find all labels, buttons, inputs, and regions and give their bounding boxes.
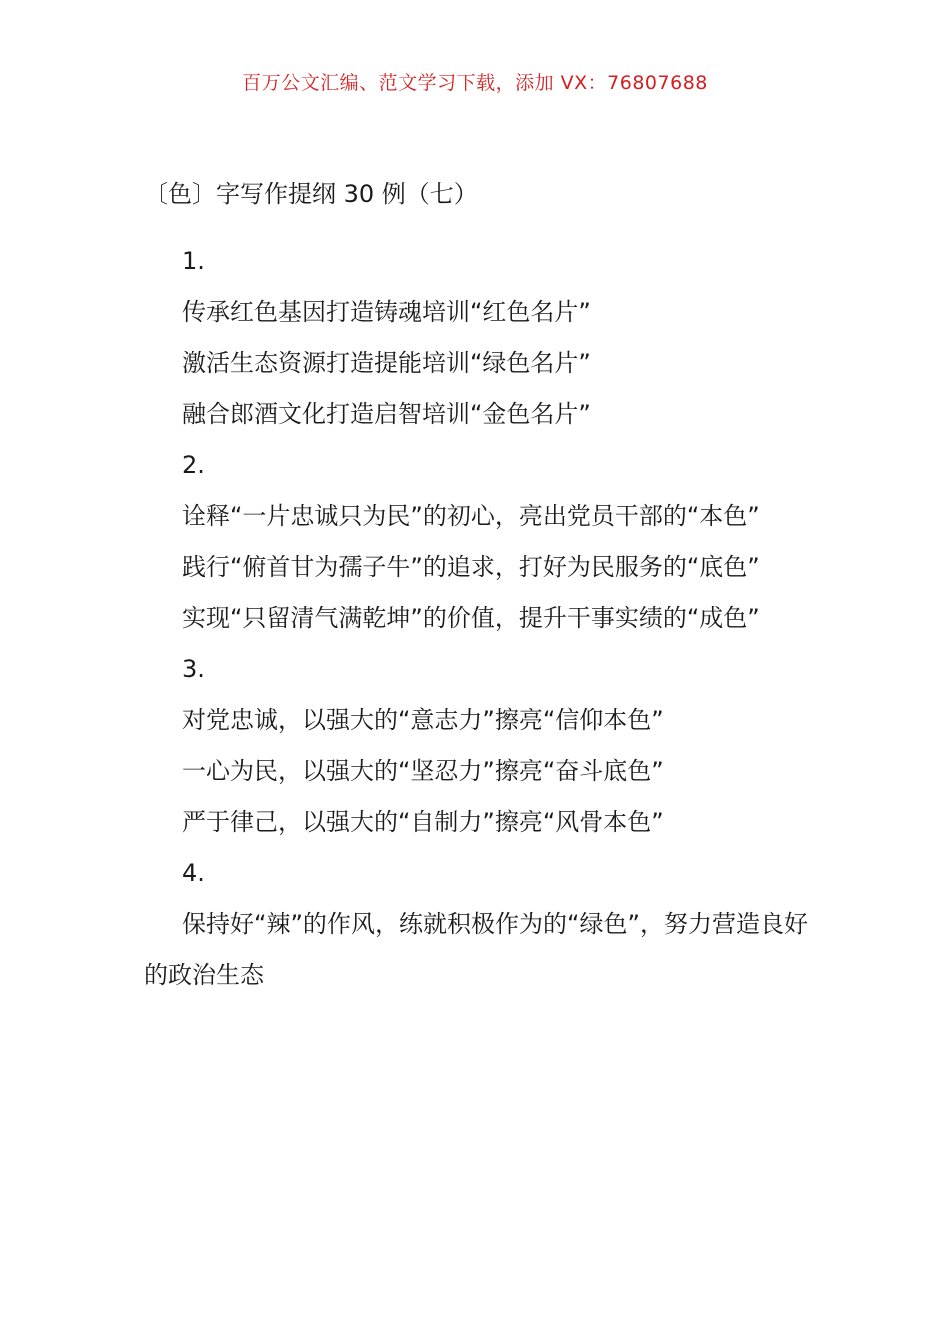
section-line: 激活生态资源打造提能培训“绿色名片”: [182, 349, 591, 377]
section-line: 严于律己，以强大的“自制力”擦亮“风骨本色”: [182, 808, 664, 836]
section-number: 2.: [182, 451, 205, 479]
section-line: 对党忠诚，以强大的“意志力”擦亮“信仰本色”: [182, 706, 664, 734]
section-line: 保持好“辣”的作风，练就积极作为的“绿色”，努力营造良好的政治生态: [144, 910, 808, 989]
document-title: 〔色〕字写作提纲 30 例（七）: [144, 180, 478, 208]
section-line: 融合郎酒文化打造启智培训“金色名片”: [182, 400, 591, 428]
section-number: 3.: [182, 655, 205, 683]
document-body: [144, 236, 808, 1001]
header-banner: 百万公文汇编、范文学习下载，添加 VX：76807688: [242, 72, 708, 94]
section-line: 实现“只留清气满乾坤”的价值，提升干事实绩的“成色”: [182, 604, 760, 632]
section-number: 4.: [182, 859, 205, 887]
section-line: 一心为民，以强大的“坚忍力”擦亮“奋斗底色”: [182, 757, 664, 785]
section-line: 诠释“一片忠诚只为民”的初心，亮出党员干部的“本色”: [182, 502, 760, 530]
section-line: 践行“俯首甘为孺子牛”的追求，打好为民服务的“底色”: [182, 553, 760, 581]
section-number: 1.: [182, 247, 205, 275]
section-line: 传承红色基因打造铸魂培训“红色名片”: [182, 298, 591, 326]
